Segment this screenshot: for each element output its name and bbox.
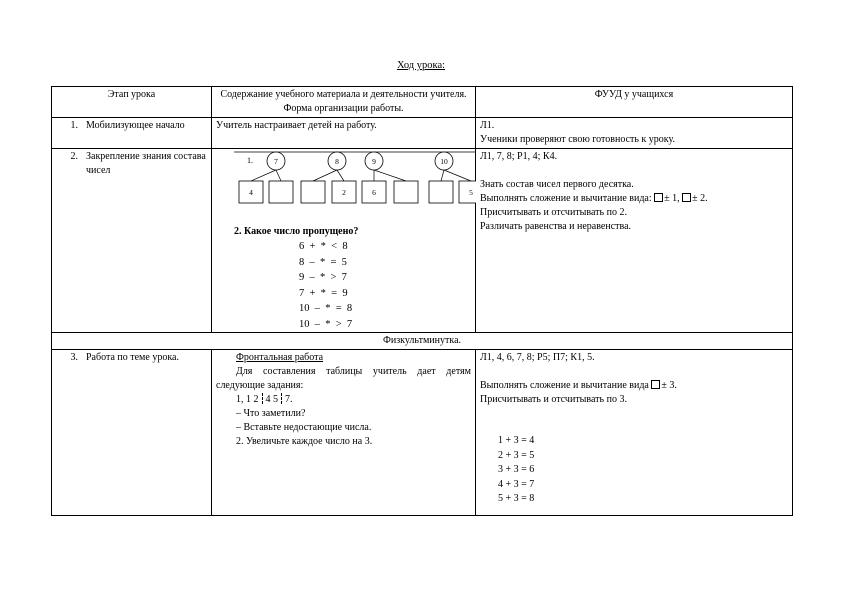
table-row xyxy=(52,350,793,516)
square-placeholder-icon xyxy=(654,193,663,202)
page-title: Ход урока: xyxy=(396,60,446,71)
number-box xyxy=(394,181,418,203)
table-row xyxy=(52,118,793,149)
question: – Вставьте недостающие числа. xyxy=(236,422,372,433)
equation: 8 – * = 5 xyxy=(299,256,347,268)
connector-line xyxy=(313,170,337,181)
diagram-label: 1. xyxy=(247,156,253,165)
header-fuud: ФУУД у учащихся xyxy=(476,87,793,118)
equation: 10 – * = 8 xyxy=(299,303,353,314)
number-box xyxy=(459,181,476,203)
equation: 7 + * = 9 xyxy=(299,287,348,299)
gap-marker xyxy=(281,393,282,404)
stage-number: 3. xyxy=(70,352,78,363)
stage-number: 1. xyxy=(70,120,78,131)
connector-line xyxy=(441,170,444,181)
number-composition-diagram xyxy=(214,149,476,219)
content-cell xyxy=(212,149,476,333)
stage-name: Работа по теме урока. xyxy=(86,352,179,363)
stage-name: Закрепление знания состава чисел xyxy=(86,151,206,176)
fuud-text: Знать состав чисел первого десятка. xyxy=(480,179,634,190)
header-content: Содержание учебного материала и деятельности учителя. Форма организации работы. xyxy=(212,87,476,118)
box-number: 4 xyxy=(249,188,253,197)
stage-cell xyxy=(52,118,212,149)
fuud-cell xyxy=(476,350,793,516)
fuud-text: Выполнять сложение и вычитание вида: ± 1, ± 2. xyxy=(480,193,708,204)
square-placeholder-icon xyxy=(682,193,691,202)
fuud-cell xyxy=(476,149,793,333)
task: 2. Увеличьте каждое число на 3. xyxy=(236,436,373,447)
circle-number: 7 xyxy=(274,157,278,166)
fuud-text: Ученики проверяют свою готовность к уроку. xyxy=(480,134,676,145)
gap-marker xyxy=(262,393,263,404)
sum-item: 5 + 3 = 8 xyxy=(498,493,535,504)
lesson-table xyxy=(51,86,793,516)
sums-list xyxy=(498,434,788,507)
fuud-cell xyxy=(476,118,793,149)
number-box xyxy=(429,181,453,203)
equation: 6 + * < 8 xyxy=(299,241,348,252)
task-title: 2. Какое число пропущено? xyxy=(234,226,359,237)
fuud-text: Выполнять сложение и вычитание вида ± 3. xyxy=(480,380,677,391)
equations-list xyxy=(299,239,473,332)
box-number: 5 xyxy=(469,188,473,197)
fuud-text: Присчитывать и отсчитывать по 2. xyxy=(480,207,627,218)
table-header-row xyxy=(52,87,793,118)
content-cell: Учитель настраивает детей на работу. xyxy=(212,118,476,149)
break-row xyxy=(52,333,793,350)
equation: 10 – * > 7 xyxy=(299,318,353,330)
stage-cell xyxy=(52,149,212,333)
equation: 9 – * > 7 xyxy=(299,272,347,283)
content-cell xyxy=(212,350,476,516)
stage-number: 2. xyxy=(70,151,78,162)
break-cell: Физкультминутка. xyxy=(52,333,793,350)
square-placeholder-icon xyxy=(651,380,660,389)
circle-number: 10 xyxy=(440,157,448,166)
connector-line xyxy=(337,170,344,181)
connector-line xyxy=(276,170,281,181)
fuud-text: Л1, 7, 8; Р1, 4; К4. xyxy=(480,151,558,162)
connector-line xyxy=(374,170,406,181)
content-paragraph: Для составления таблицы учитель дает детям следующие задания: xyxy=(216,366,471,391)
question: – Что заметили? xyxy=(236,408,306,419)
connector-line xyxy=(251,170,276,181)
header-stage: Этап урока xyxy=(52,87,212,118)
box-number: 2 xyxy=(342,188,346,197)
fuud-text: Л1. xyxy=(480,120,495,131)
stage-cell xyxy=(52,350,212,516)
sum-item: 3 + 3 = 6 xyxy=(498,464,535,475)
stage-name: Мобилизующее начало xyxy=(86,120,185,131)
fuud-text: Присчитывать и отсчитывать по 3. xyxy=(480,394,627,405)
fuud-text: Л1, 4, 6, 7, 8; Р5; П7; К1, 5. xyxy=(480,352,595,363)
number-box xyxy=(301,181,325,203)
sum-item: 4 + 3 = 7 xyxy=(498,478,535,490)
number-box xyxy=(269,181,293,203)
number-sequence: 1, 1 2 4 5 7. xyxy=(236,394,293,405)
circle-number: 9 xyxy=(372,157,376,166)
box-number: 6 xyxy=(372,188,376,197)
fuud-text: Различать равенства и неравенства. xyxy=(480,221,632,232)
sum-item: 2 + 3 = 5 xyxy=(498,449,535,461)
connector-line xyxy=(444,170,471,181)
table-row xyxy=(52,149,793,333)
circle-number: 8 xyxy=(335,157,339,166)
content-heading: Фронтальная работа xyxy=(236,352,324,363)
sum-item: 1 + 3 = 4 xyxy=(498,435,535,446)
